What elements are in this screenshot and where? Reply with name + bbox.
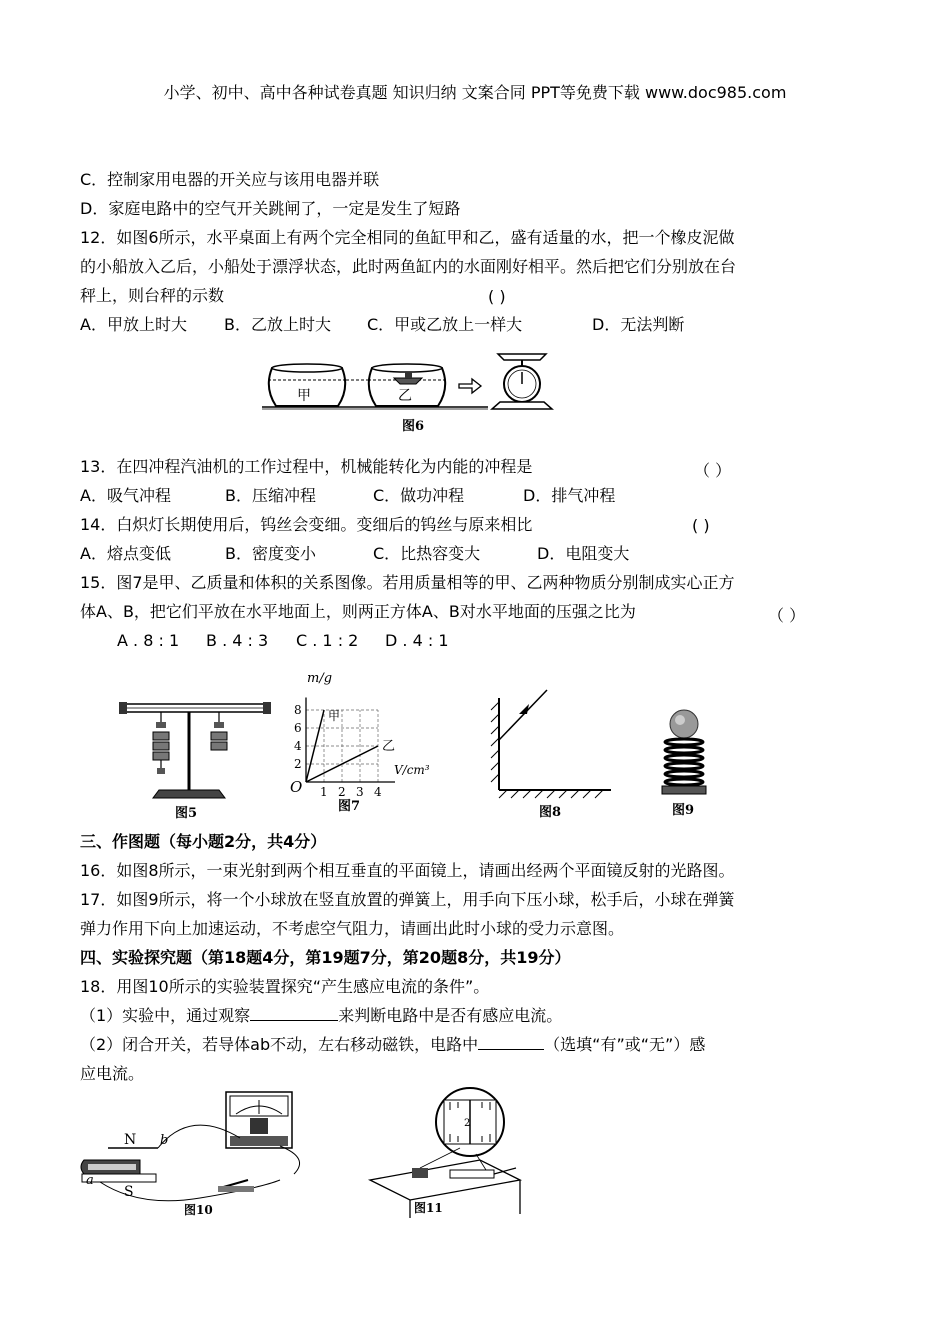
q18-part1-answer-blank[interactable] <box>250 1006 338 1021</box>
q15-option-a: A . 8 : 1 <box>117 631 180 650</box>
q14-option-a: A．熔点变低 <box>80 544 171 563</box>
q16-stem: 16．如图8所示，一束光射到两个相互垂直的平面镜上，请画出经两个平面镜反射的光路图。 <box>80 861 735 880</box>
fig7-y-tick-label: 6 <box>294 721 302 735</box>
fig7-x-tick-label: 2 <box>338 785 346 799</box>
fig5-caption: 图5 <box>175 806 198 821</box>
q15-option-d: D . 4 : 1 <box>385 631 449 650</box>
q13-option-d: D．排气冲程 <box>523 486 616 505</box>
figure-8 <box>485 690 615 820</box>
fig8-caption: 图8 <box>539 805 562 820</box>
fig9-caption: 图9 <box>672 803 695 818</box>
fig7-x-tick-label: 4 <box>374 785 382 799</box>
q12-stem-line3: 秤上，则台秤的示数 <box>80 286 225 305</box>
q14-option-b: B．密度变小 <box>225 544 316 563</box>
fig7-series-label: 甲 <box>328 709 341 723</box>
q18-part2-line2: 应电流。 <box>80 1064 145 1083</box>
q18-part1-prefix: （1）实验中，通过观察 <box>80 1006 251 1025</box>
q17-stem-line2: 弹力作用下向上加速运动，不考虑空气阻力，请画出此时小球的受力示意图。 <box>80 919 625 938</box>
fig7-series-label: 乙 <box>382 739 396 754</box>
section-4-title: 四、实验探究题（第18题4分，第19题7分，第20题8分，共19分） <box>80 948 571 967</box>
fig7-origin-label: O <box>290 778 303 796</box>
fig7-y-tick-label: 2 <box>294 757 302 771</box>
q14-stem: 14．白炽灯长期使用后，钨丝会变细。变细后的钨丝与原来相比 <box>80 515 533 534</box>
figure-5 <box>115 690 275 822</box>
q12-stem-line1: 12．如图6所示，水平桌面上有两个完全相同的鱼缸甲和乙，盛有适量的水，把一个橡皮泥做 <box>80 228 735 247</box>
q13-answer-bracket: （ ） <box>694 461 732 480</box>
fig11-caption: 图11 <box>414 1201 443 1215</box>
q13-option-a: A．吸气冲程 <box>80 486 171 505</box>
q15-stem-line1: 15．图7是甲、乙质量和体积的关系图像。若用质量相等的甲、乙两种物质分别制成实心正方 <box>80 573 735 592</box>
q18-part2-answer-blank[interactable] <box>478 1035 544 1050</box>
figure-11 <box>360 1088 540 1218</box>
page-header: 小学、初中、高中各种试卷真题 知识归纳 文案合同 PPT等免费下载 www.doc985.com <box>163 83 787 102</box>
fig6-caption: 图6 <box>402 419 425 434</box>
q18-stem: 18．用图10所示的实验装置探究“产生感应电流的条件”。 <box>80 977 490 996</box>
fig7-x-tick-label: 1 <box>320 785 328 799</box>
fig10-label-b: b <box>160 1133 169 1148</box>
fig7-x-tick-label: 3 <box>356 785 364 799</box>
q12-answer-bracket: ( ) <box>488 287 506 306</box>
q12-option-c: C．甲或乙放上一样大 <box>367 315 523 334</box>
q12-option-d: D．无法判断 <box>592 315 685 334</box>
figure-10 <box>80 1088 320 1218</box>
q13-stem: 13．在四冲程汽油机的工作过程中，机械能转化为内能的冲程是 <box>80 457 533 476</box>
q18-part1 <box>80 1001 880 1030</box>
q15-option-c: C . 1 : 2 <box>296 631 359 650</box>
q11-option-d: D．家庭电路中的空气开关跳闸了，一定是发生了短路 <box>80 199 461 218</box>
q12-stem-line2: 的小船放入乙后，小船处于漂浮状态，此时两鱼缸内的水面刚好相平。然后把它们分别放在台 <box>80 257 737 276</box>
q18-part1-suffix: 来判断电路中是否有感应电流。 <box>338 1006 563 1025</box>
q13-option-b: B．压缩冲程 <box>225 486 316 505</box>
q14-answer-bracket: ( ) <box>692 516 710 535</box>
figure-6 <box>262 348 562 438</box>
q14-option-d: D．电阻变大 <box>537 544 630 563</box>
q12-option-a: A．甲放上时大 <box>80 315 187 334</box>
q18-part2-prefix: （2）闭合开关，若导体ab不动，左右移动磁铁，电路中 <box>80 1035 479 1054</box>
figure-9 <box>650 708 720 820</box>
fig7-caption: 图7 <box>338 799 361 814</box>
svg-text:2: 2 <box>464 1118 471 1129</box>
fig10-caption: 图10 <box>184 1203 213 1217</box>
section-3-title: 三、作图题（每小题2分，共4分） <box>80 832 327 851</box>
q18-part2-suffix: （选填“有”或“无”）感 <box>544 1035 706 1054</box>
q15-answer-bracket: （ ） <box>768 606 806 625</box>
q12-option-b: B．乙放上时大 <box>224 315 331 334</box>
fig10-label-S: S <box>124 1184 134 1200</box>
fig7-y-tick-label: 4 <box>294 739 302 753</box>
fig7-x-axis-label: V/cm³ <box>394 763 430 777</box>
fig7-y-tick-label: 8 <box>294 703 302 717</box>
q15-stem-line2: 体A、B，把它们平放在水平地面上，则两正方体A、B对水平地面的压强之比为 <box>80 602 636 621</box>
figure-7-mass-volume-chart <box>282 660 442 820</box>
q18-part2 <box>80 1030 880 1059</box>
fig10-label-a: a <box>86 1173 94 1188</box>
q14-option-c: C．比热容变大 <box>373 544 481 563</box>
fig6-label-jia: 甲 <box>297 388 311 404</box>
q13-option-c: C．做功冲程 <box>373 486 465 505</box>
fig6-label-yi: 乙 <box>398 388 412 404</box>
fig7-y-axis-label: m/g <box>307 671 333 686</box>
fig10-label-N: N <box>124 1132 137 1148</box>
q17-stem-line1: 17．如图9所示，将一个小球放在竖直放置的弹簧上，用手向下压小球，松手后，小球在弹簧 <box>80 890 735 909</box>
q11-option-c: C．控制家用电器的开关应与该用电器并联 <box>80 170 380 189</box>
q15-option-b: B . 4 : 3 <box>206 631 269 650</box>
